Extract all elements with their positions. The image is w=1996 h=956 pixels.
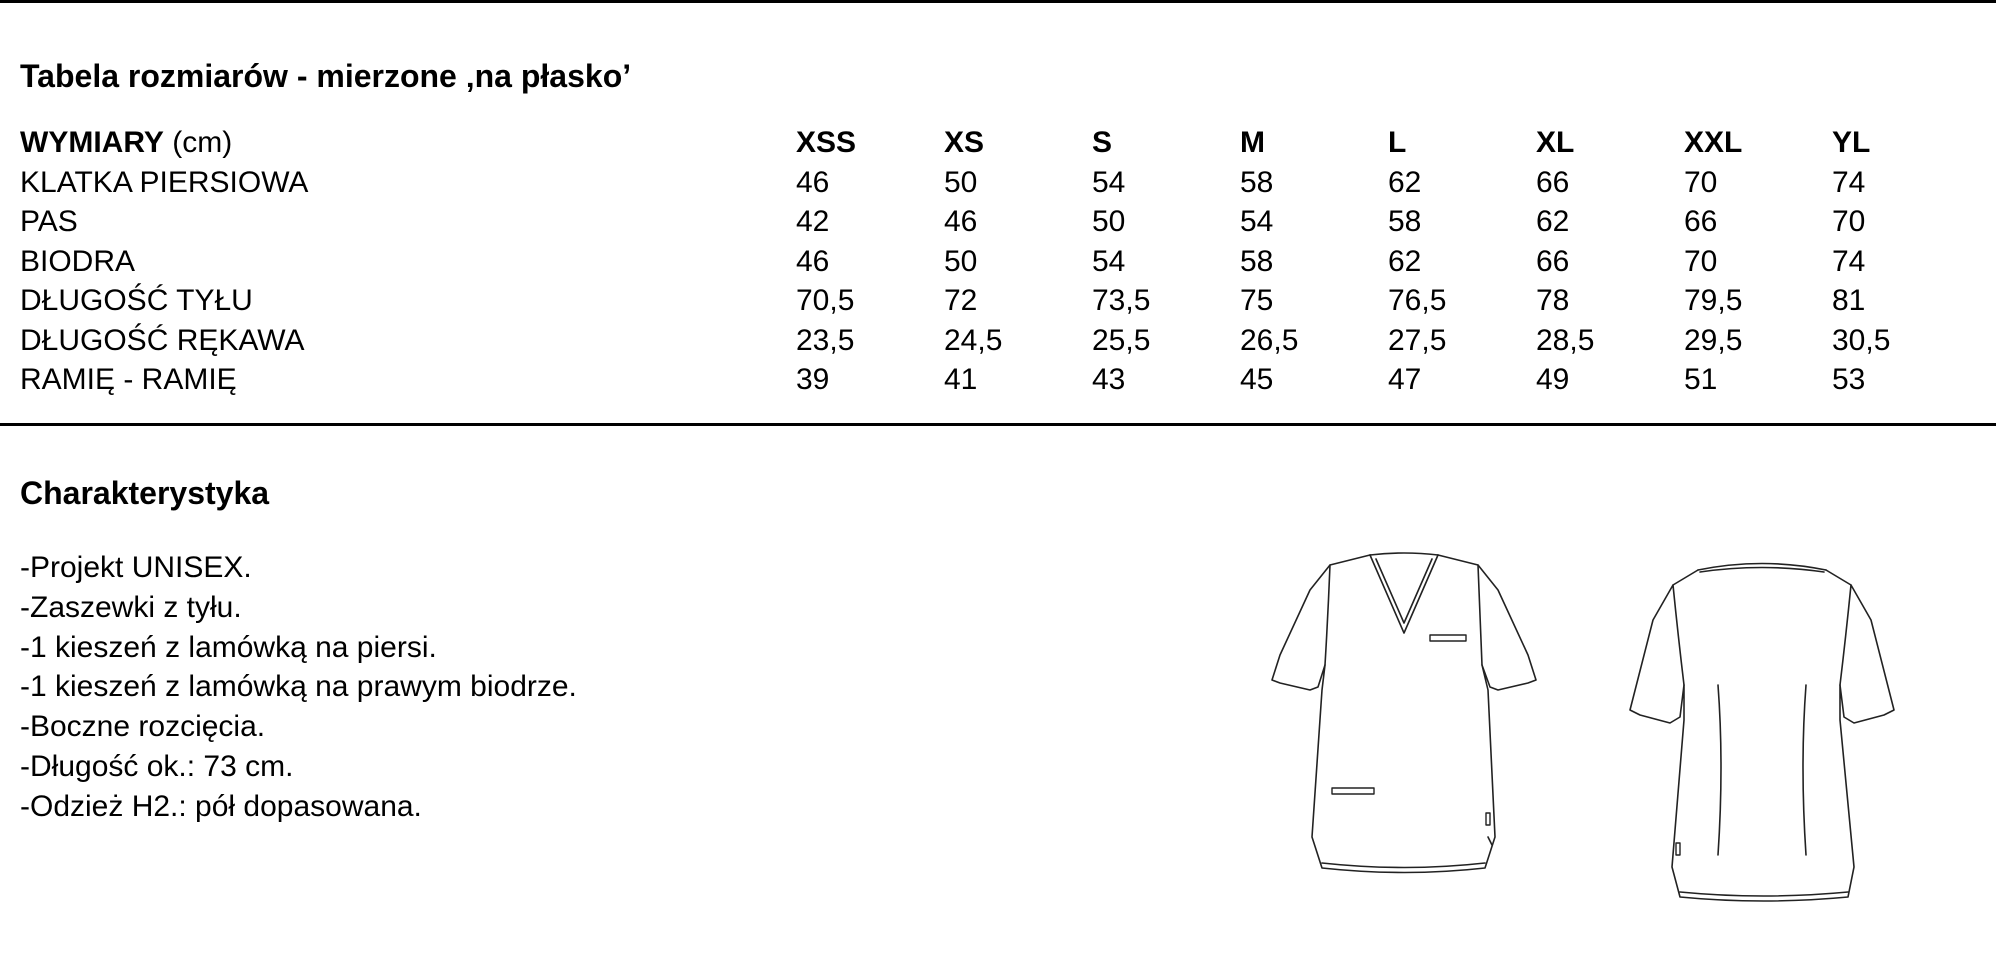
list-item: -Długość ok.: 73 cm. [20, 749, 294, 783]
scrub-top-back-drawing [1630, 564, 1894, 902]
table-cell: 58 [1240, 165, 1274, 199]
table-row [20, 360, 1952, 400]
table-row [20, 202, 1952, 242]
table-cell: 45 [1240, 363, 1274, 396]
table-row [20, 242, 1952, 282]
table-cell: 24,5 [944, 323, 1003, 357]
list-item: -1 kieszeń z lamówką na prawym biodrze. [20, 670, 577, 704]
table-row [20, 281, 1952, 321]
list-item: -Odzież H2.: pół dopasowana. [20, 789, 422, 823]
table-cell: 62 [1536, 205, 1570, 238]
size-header-xxl: XXL [1684, 126, 1743, 159]
dimensions-header-unit: (cm) [163, 126, 233, 159]
dimensions-header-label: WYMIARY [20, 126, 164, 159]
section-divider [0, 423, 1996, 426]
table-cell: 81 [1832, 284, 1866, 317]
table-cell: 54 [1240, 205, 1274, 238]
size-table [20, 123, 1952, 400]
characteristics-title: Charakterystyka [20, 475, 270, 511]
table-cell: 53 [1832, 363, 1866, 396]
size-header-xl: XL [1536, 126, 1575, 159]
garment-illustration [1270, 545, 1910, 905]
table-cell: 50 [944, 244, 978, 278]
table-cell: 72 [944, 284, 978, 317]
table-cell: 74 [1832, 165, 1866, 199]
table-cell: 70 [1684, 165, 1718, 199]
top-divider [0, 0, 1996, 3]
table-cell: 50 [1092, 205, 1126, 238]
table-cell: 51 [1684, 363, 1718, 396]
table-cell: 46 [796, 165, 830, 199]
list-item: -Boczne rozcięcia. [20, 710, 266, 744]
table-cell: 75 [1240, 284, 1274, 317]
table-cell: 28,5 [1536, 323, 1595, 357]
table-row [20, 321, 1952, 361]
table-cell: 70,5 [796, 284, 855, 317]
table-cell: 73,5 [1092, 284, 1151, 317]
list-item: -Zaszewki z tyłu. [20, 590, 242, 624]
table-row [20, 163, 1952, 203]
table-cell: 23,5 [796, 323, 855, 357]
row-label: DŁUGOŚĆ TYŁU [20, 284, 253, 317]
row-label: PAS [20, 205, 78, 238]
table-cell: 70 [1684, 244, 1718, 278]
table-cell: 74 [1832, 244, 1866, 278]
table-cell: 50 [944, 165, 978, 199]
table-cell: 46 [796, 244, 830, 278]
table-cell: 42 [796, 205, 830, 238]
row-label: BIODRA [20, 244, 136, 278]
size-table-title: Tabela rozmiarów - mierzone ‚na płasko’ [20, 58, 632, 94]
table-cell: 49 [1536, 363, 1570, 396]
table-cell: 25,5 [1092, 323, 1151, 357]
table-cell: 66 [1536, 244, 1570, 278]
table-cell: 76,5 [1388, 284, 1447, 317]
list-item: -1 kieszeń z lamówką na piersi. [20, 630, 437, 664]
table-cell: 58 [1240, 244, 1274, 278]
table-cell: 29,5 [1684, 323, 1743, 357]
table-cell: 66 [1536, 165, 1570, 199]
dimensions-header [20, 123, 796, 163]
table-cell: 26,5 [1240, 323, 1299, 357]
table-cell: 41 [944, 363, 978, 396]
table-cell: 79,5 [1684, 284, 1743, 317]
size-header-l: L [1388, 126, 1407, 159]
list-item: -Projekt UNISEX. [20, 551, 252, 584]
table-cell: 66 [1684, 205, 1718, 238]
size-header-xs: XS [944, 126, 985, 159]
table-cell: 54 [1092, 244, 1126, 278]
table-cell: 46 [944, 205, 978, 238]
table-cell: 47 [1388, 363, 1422, 396]
table-cell: 62 [1388, 244, 1422, 278]
table-cell: 70 [1832, 205, 1866, 238]
size-header-m: M [1240, 126, 1265, 159]
table-cell: 58 [1388, 205, 1422, 238]
row-label: DŁUGOŚĆ RĘKAWA [20, 323, 305, 357]
table-cell: 43 [1092, 363, 1126, 396]
size-header-s: S [1092, 126, 1113, 159]
table-cell: 54 [1092, 165, 1126, 199]
characteristics-list [20, 548, 577, 827]
size-header-yl: YL [1832, 126, 1871, 159]
size-table-header-row [20, 123, 1952, 163]
size-header-xss: XSS [796, 126, 857, 159]
table-cell: 30,5 [1832, 323, 1891, 357]
row-label: RAMIĘ - RAMIĘ [20, 363, 237, 396]
table-cell: 39 [796, 363, 830, 396]
scrub-top-front-drawing [1272, 553, 1536, 873]
table-cell: 27,5 [1388, 323, 1447, 357]
table-cell: 62 [1388, 165, 1422, 199]
table-cell: 78 [1536, 284, 1570, 317]
row-label: KLATKA PIERSIOWA [20, 165, 309, 199]
